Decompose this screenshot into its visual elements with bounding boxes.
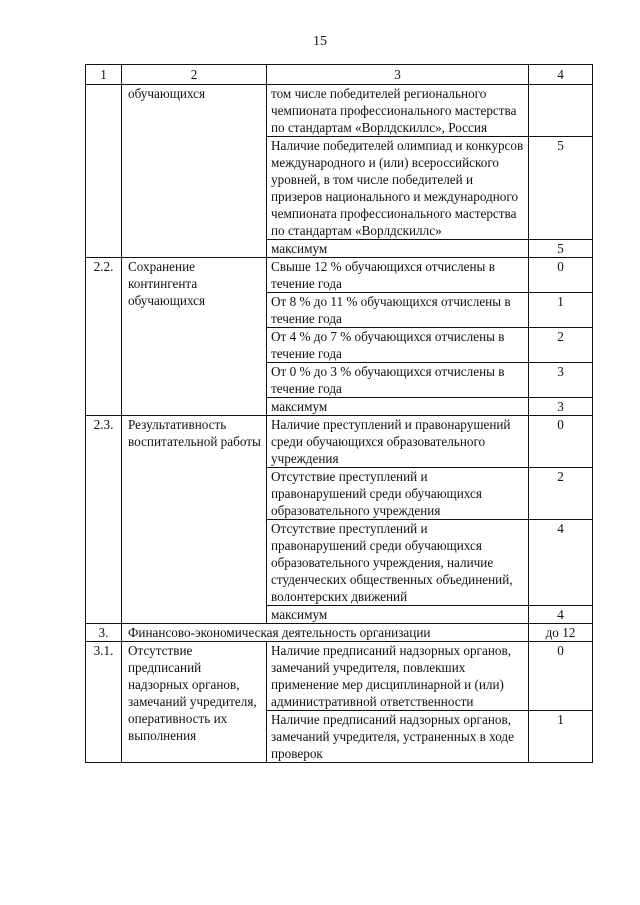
criterion-score: 3 bbox=[529, 363, 593, 398]
section-title: Финансово-экономическая деятельность организации bbox=[122, 624, 529, 642]
row-number: 2.2. bbox=[86, 258, 122, 416]
criterion-score: 2 bbox=[529, 468, 593, 520]
section-score: до 12 bbox=[529, 624, 593, 642]
row-number: 2.3. bbox=[86, 416, 122, 624]
criteria-table bbox=[85, 64, 593, 763]
criterion-text: Свыше 12 % обучающихся отчислены в течение года bbox=[267, 258, 529, 293]
row-number: 3.1. bbox=[86, 642, 122, 763]
criterion-text: Наличие предписаний надзорных органов, замечаний учредителя, повлекших применение мер дисциплинарной и (или) административной ответственности bbox=[267, 642, 529, 711]
criterion-score: 0 bbox=[529, 416, 593, 468]
header-col-1: 1 bbox=[86, 65, 122, 85]
criterion-text: От 8 % до 11 % обучающихся отчислены в течение года bbox=[267, 293, 529, 328]
criterion-score: 5 bbox=[529, 137, 593, 240]
criterion-max-score: 4 bbox=[529, 606, 593, 624]
criterion-score: 0 bbox=[529, 258, 593, 293]
indicator-name: Сохранение контингента обучающихся bbox=[122, 258, 267, 416]
criterion-score: 2 bbox=[529, 328, 593, 363]
section-row bbox=[86, 624, 593, 642]
criterion-text: том числе победителей регионального чемпионата профессионального мастерства по стандартам «Ворлдскиллс», Россия bbox=[267, 85, 529, 137]
criterion-text: Отсутствие преступлений и правонарушений среди обучающихся образовательного учреждения bbox=[267, 468, 529, 520]
section-number: 3. bbox=[86, 624, 122, 642]
table-row bbox=[86, 85, 593, 137]
criterion-max-label: максимум bbox=[267, 240, 529, 258]
criterion-score bbox=[529, 85, 593, 137]
criterion-text: От 0 % до 3 % обучающихся отчислены в течение года bbox=[267, 363, 529, 398]
criterion-text: Отсутствие преступлений и правонарушений среди обучающихся образовательного учреждения, наличие студенческих общественных объединений, волонтерских движений bbox=[267, 520, 529, 606]
criterion-text: Наличие преступлений и правонарушений среди обучающихся образовательного учреждения bbox=[267, 416, 529, 468]
criterion-score: 1 bbox=[529, 293, 593, 328]
indicator-name: обучающихся bbox=[122, 85, 267, 258]
criterion-text: Наличие предписаний надзорных органов, замечаний учредителя, устраненных в ходе проверок bbox=[267, 711, 529, 763]
header-col-2: 2 bbox=[122, 65, 267, 85]
table-row bbox=[86, 642, 593, 711]
criterion-max-score: 5 bbox=[529, 240, 593, 258]
row-number bbox=[86, 85, 122, 258]
table-row bbox=[86, 416, 593, 468]
criterion-max-label: максимум bbox=[267, 606, 529, 624]
criterion-text: От 4 % до 7 % обучающихся отчислены в течение года bbox=[267, 328, 529, 363]
criterion-score: 0 bbox=[529, 642, 593, 711]
criterion-text: Наличие победителей олимпиад и конкурсов международного и (или) всероссийского уровней, в том числе победителей и призеров национального и международного чемпионата профессионального мастерства по стандартам «Ворлдскиллс» bbox=[267, 137, 529, 240]
criterion-max-label: максимум bbox=[267, 398, 529, 416]
table-row bbox=[86, 258, 593, 293]
table-header-row bbox=[86, 65, 593, 85]
criterion-score: 1 bbox=[529, 711, 593, 763]
criterion-score: 4 bbox=[529, 520, 593, 606]
indicator-name: Результативность воспитательной работы bbox=[122, 416, 267, 624]
header-col-4: 4 bbox=[529, 65, 593, 85]
indicator-name: Отсутствие предписаний надзорных органов, замечаний учредителя, оперативность их выполнения bbox=[122, 642, 267, 763]
page-number: 15 bbox=[313, 34, 327, 49]
header-col-3: 3 bbox=[267, 65, 529, 85]
criterion-max-score: 3 bbox=[529, 398, 593, 416]
